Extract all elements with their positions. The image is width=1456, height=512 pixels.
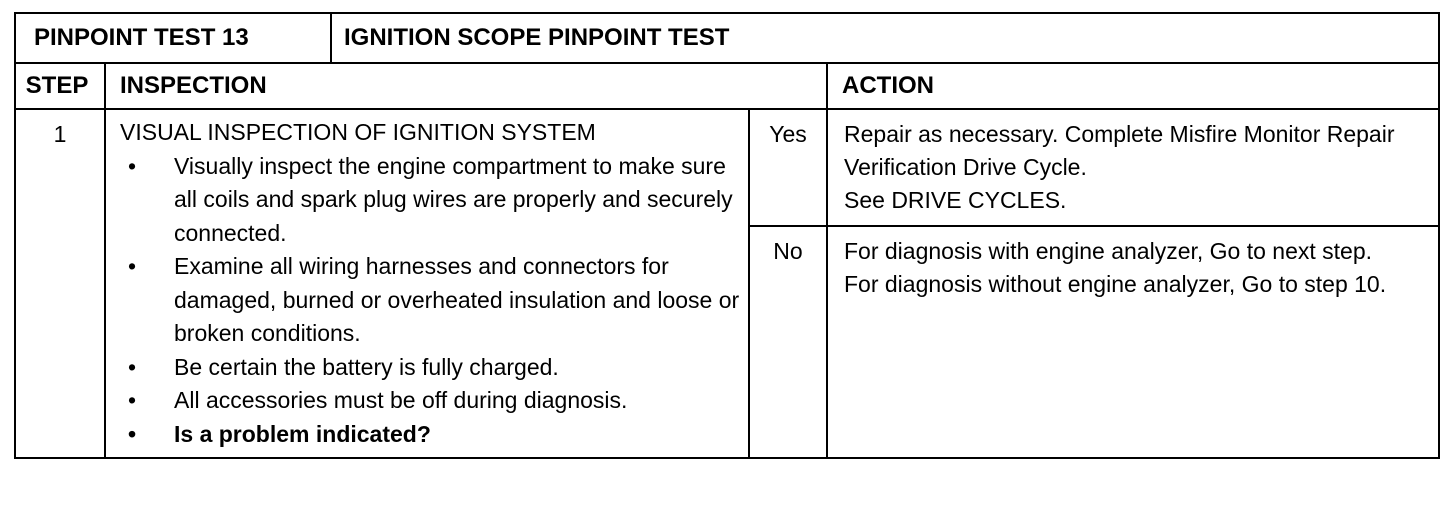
- test-number: PINPOINT TEST 13: [15, 13, 331, 63]
- pinpoint-test-table: [14, 12, 1440, 459]
- column-header-step: STEP: [15, 63, 105, 109]
- inspection-question: • Is a problem indicated?: [120, 418, 740, 452]
- yes-action-text: Repair as necessary. Complete Misfire Monitor Repair Verification Drive Cycle.: [844, 121, 1395, 180]
- inspection-bullet: • Be certain the battery is fully charged.: [120, 351, 740, 385]
- yes-action: [827, 109, 1439, 226]
- yes-label: Yes: [749, 109, 827, 226]
- no-action-text-no-analyzer: For diagnosis without engine analyzer, Go to step 10.: [844, 271, 1387, 297]
- inspection-bullets: [120, 150, 740, 452]
- step-number: 1: [15, 109, 105, 458]
- inspection-bullet: • Visually inspect the engine compartment to make sure all coils and spark plug wires are properly and securely connected.: [120, 150, 740, 251]
- inspection-cell: [105, 109, 749, 458]
- drive-cycles-reference: See DRIVE CYCLES.: [844, 187, 1067, 213]
- column-header-inspection: INSPECTION: [105, 63, 827, 109]
- title-row: [15, 13, 1439, 63]
- inspection-bullet: • Examine all wiring harnesses and connectors for damaged, burned or overheated insulation and loose or broken conditions.: [120, 250, 740, 351]
- step-row-yes: [15, 109, 1439, 226]
- no-action-text-analyzer: For diagnosis with engine analyzer, Go to next step.: [844, 238, 1373, 264]
- test-title: IGNITION SCOPE PINPOINT TEST: [331, 13, 1439, 63]
- column-header-row: [15, 63, 1439, 109]
- inspection-title: VISUAL INSPECTION OF IGNITION SYSTEM: [120, 119, 596, 145]
- column-header-action: ACTION: [827, 63, 1439, 109]
- no-label: No: [749, 226, 827, 458]
- inspection-bullet: • All accessories must be off during diagnosis.: [120, 384, 740, 418]
- no-action: [827, 226, 1439, 458]
